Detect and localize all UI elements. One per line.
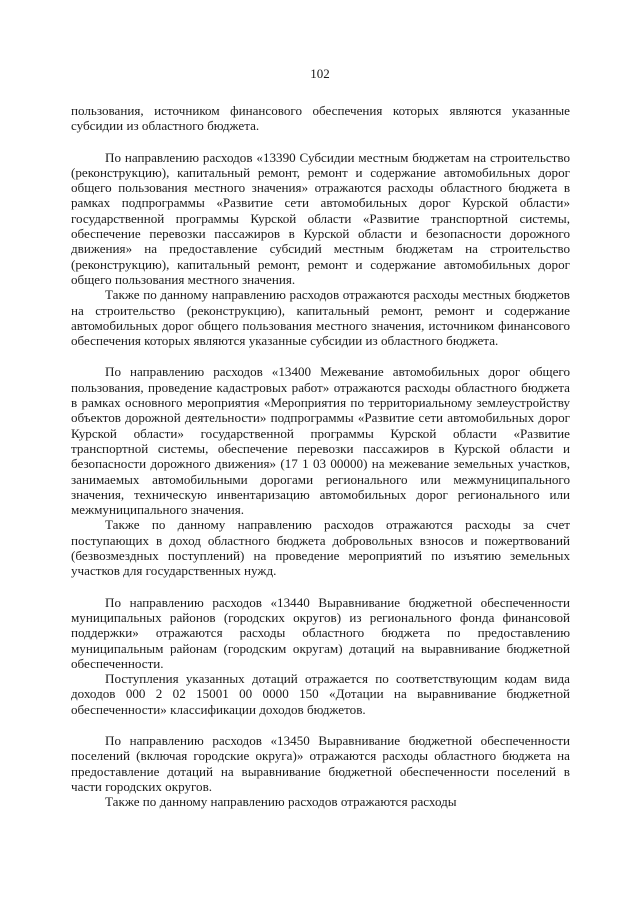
paragraph: По направлению расходов «13450 Выравнивание бюджетной обеспеченности поселений (включая городские округа)» отражаются расходы областного бюджета на предоставление дотаций на выравнивание бюджетной обеспеченности поселений в части городских округов. (71, 732, 570, 794)
paragraph: По направлению расходов «13400 Межевание автомобильных дорог общего пользования, проведение кадастровых работ» отражаются расходы областного бюджета в рамках основного мероприятия «Мероприятия по территориальному землеустройству объектов дорожной деятельности» подпрограммы «Развитие сети автомобильных дорог Курской области» государственной программы Курской области «Развитие транспортной системы, обеспечение перевозки пассажиров в Курской области и безопасности дорожного движения» (17 1 03 00000) на межевание земельных участков, занимаемых автомобильными дорогами регионального или межмуниципального значения, техническую инвентаризацию автомобильных дорог регионального или межмуниципального значения. (71, 364, 570, 518)
paragraph: Также по данному направлению расходов отражаются расходы местных бюджетов на строительство (реконструкцию), капитальный ремонт, ремонт и содержание автомобильных дорог общего пользования местного значения, источником финансового обеспечения которых являются указанные субсидии из областного бюджета. (71, 287, 570, 349)
paragraph: Также по данному направлению расходов отражаются расходы за счет поступающих в доход областного бюджета добровольных взносов и пожертвований (безвозмездных поступлений) на проведение мероприятий по изъятию земельных участков для государственных нужд. (71, 517, 570, 579)
paragraph: По направлению расходов «13390 Субсидии местным бюджетам на строительство (реконструкцию), капитальный ремонт, ремонт и содержание автомобильных дорог общего пользования местного значения» отражаются расходы областного бюджета в рамках подпрограммы «Развитие сети автомобильных дорог Курской области» государственной программы Курской области «Развитие транспортной системы, обеспечение перевозки пассажиров в Курской области и безопасности дорожного движения» на предоставление субсидий местным бюджетам на строительство (реконструкцию), капитальный ремонт, ремонт и содержание автомобильных дорог общего пользования местного значения. (71, 149, 570, 287)
paragraph: Также по данному направлению расходов отражаются расходы (105, 794, 457, 810)
page-number: 102 (310, 66, 330, 81)
paragraph: Поступления указанных дотаций отражается по соответствующим кодам вида доходов 000 2 02 15001 00 0000 150 «Дотации на выравнивание бюджетной обеспеченности» классификации доходов бюджетов. (71, 671, 570, 717)
document-body (71, 103, 570, 809)
paragraph: По направлению расходов «13440 Выравнивание бюджетной обеспеченности муниципальных районов (городских округов) из регионального фонда финансовой поддержки» отражаются расходы областного бюджета по предоставлению муниципальным районам (городским округам) дотаций на выравнивание бюджетной обеспеченности. (71, 594, 570, 671)
paragraph: пользования, источником финансового обеспечения которых являются указанные субсидии из областного бюджета. (71, 103, 570, 134)
